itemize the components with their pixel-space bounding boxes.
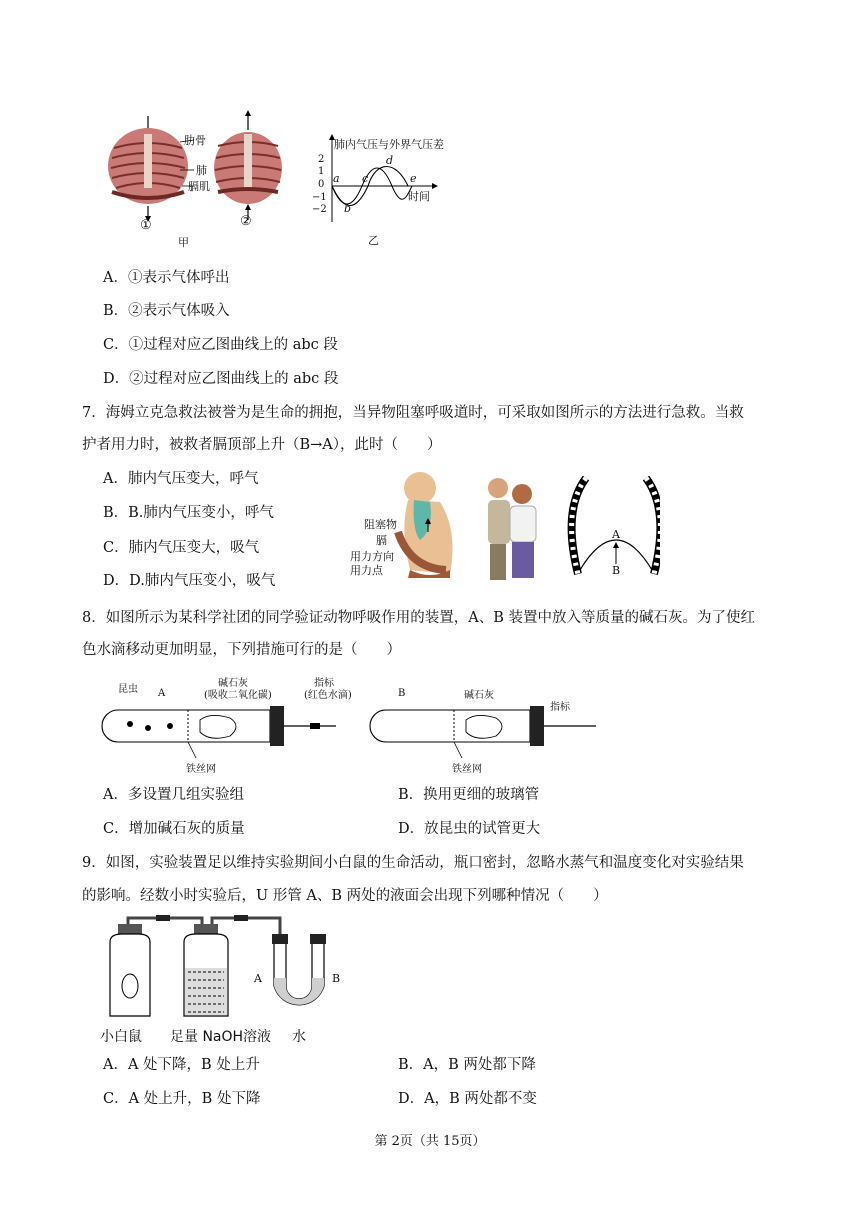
label-water: 水 — [292, 1029, 306, 1045]
label-lime-a-note: (吸收二氧化碳) — [204, 690, 272, 701]
label-mesh-a: 铁丝网 — [186, 764, 216, 775]
q9-option-a: A．A 处下降，B 处上升 — [103, 1057, 260, 1073]
label-force-point: 用力点 — [350, 564, 383, 577]
caption-yi: 乙 — [368, 234, 379, 247]
q8-option-a: A．多设置几组实验组 — [103, 787, 244, 803]
caption-jia: 甲 — [178, 236, 189, 249]
label-point-b: B — [612, 564, 621, 577]
label-force-direction: 用力方向 — [350, 550, 394, 563]
label-indicator-a-note: (红色水滴) — [304, 690, 352, 701]
q8-option-c: C．增加碱石灰的质量 — [103, 821, 245, 837]
yi-tick-neg2: −2 — [312, 204, 327, 215]
q7-option-c: C．肺内气压变大，吸气 — [103, 540, 260, 556]
label-indicator-a: 指标 — [314, 678, 334, 689]
q9-option-b: B．A，B 两处都下降 — [398, 1057, 536, 1073]
label-lung: 肺 — [196, 164, 207, 177]
label-diaphragm: 膈肌 — [188, 180, 210, 193]
yi-point-a: a — [333, 172, 340, 185]
yi-point-c: c — [362, 172, 369, 185]
apparatus-tubes — [100, 672, 620, 778]
label-naoh: 足量 NaOH溶液 — [170, 1029, 272, 1045]
yi-tick-2: 2 — [318, 154, 325, 165]
figure-mouse-apparatus — [100, 912, 360, 1048]
q9-stem-line2: 的影响。经数小时实验后，U 形管 A、B 两处的液面会出现下列哪种情况（ ） — [82, 888, 608, 904]
figure-jia — [96, 108, 316, 258]
yi-point-d: d — [386, 154, 394, 167]
q6-option-b: B．②表示气体吸入 — [103, 303, 230, 319]
label-process-2: ② — [240, 214, 252, 229]
q8-option-d: D．放昆虫的试管更大 — [398, 821, 541, 837]
label-u-a: A — [254, 972, 262, 985]
figure-yi — [312, 132, 472, 252]
label-process-1: ① — [140, 218, 152, 233]
yi-tick-1: 1 — [318, 166, 325, 177]
label-lime-b: 碱石灰 — [464, 690, 494, 701]
q7-option-d: D．D.肺内气压变小，吸气 — [103, 573, 276, 589]
yi-xlabel: 时间 — [408, 190, 430, 203]
label-mesh-b: 铁丝网 — [452, 764, 482, 775]
label-device-a: A — [158, 688, 166, 699]
mouse-apparatus — [100, 912, 360, 1024]
page-footer: 第 2页（共 15页） — [374, 1134, 486, 1149]
label-lime-a: 碱石灰 — [218, 678, 248, 689]
yi-point-b: b — [344, 202, 352, 215]
q9-option-c: C．A 处上升，B 处下降 — [103, 1091, 261, 1107]
q9-option-d: D．A，B 两处都不变 — [398, 1091, 537, 1107]
label-indicator-b: 指标 — [550, 702, 570, 713]
q7-stem-line1: 7．海姆立克急救法被誉为是生命的拥抱，当异物阻塞呼吸道时，可采取如图所示的方法进行急救。当救 — [82, 405, 744, 421]
q6-option-c: C．①过程对应乙图曲线上的 abc 段 — [103, 337, 338, 353]
q7-stem-line2: 护者用力时，被救者膈顶部上升（B→A），此时（ ） — [82, 437, 442, 453]
figure-heimlich — [350, 470, 660, 586]
q8-option-b: B．换用更细的玻璃管 — [398, 787, 540, 803]
figure-respiration-apparatus — [100, 672, 620, 778]
yi-point-e: e — [410, 172, 417, 185]
label-u-b: B — [332, 972, 341, 985]
label-diaphragm-7: 膈 — [376, 534, 387, 547]
yi-ylabel: 肺内气压与外界气压差 — [334, 138, 444, 151]
q6-option-a: A．①表示气体呼出 — [103, 270, 230, 286]
label-blockage: 阻塞物 — [364, 518, 397, 531]
label-rib: 肋骨 — [184, 134, 206, 147]
q8-stem-line1: 8．如图所示为某科学社团的同学验证动物呼吸作用的装置，A、B 装置中放入等质量的碱石灰。为了使红 — [82, 610, 755, 626]
q9-stem-line1: 9．如图，实验装置足以维持实验期间小白鼠的生命活动，瓶口密封，忽略水蒸气和温度变化对实验结果 — [82, 855, 744, 871]
q6-option-d: D．②过程对应乙图曲线上的 abc 段 — [103, 371, 339, 387]
label-device-b: B — [398, 688, 406, 699]
q7-option-b: B．B.肺内气压变小，呼气 — [103, 505, 274, 521]
q7-option-a: A．肺内气压变大，呼气 — [103, 471, 259, 487]
q8-stem-line2: 色水滴移动更加明显，下列措施可行的是（ ） — [82, 642, 401, 658]
yi-tick-0: 0 — [318, 179, 325, 190]
label-point-a: A — [612, 528, 620, 541]
label-insect: 昆虫 — [118, 684, 138, 695]
label-mouse: 小白鼠 — [100, 1029, 142, 1045]
yi-tick-neg1: −1 — [312, 192, 327, 203]
